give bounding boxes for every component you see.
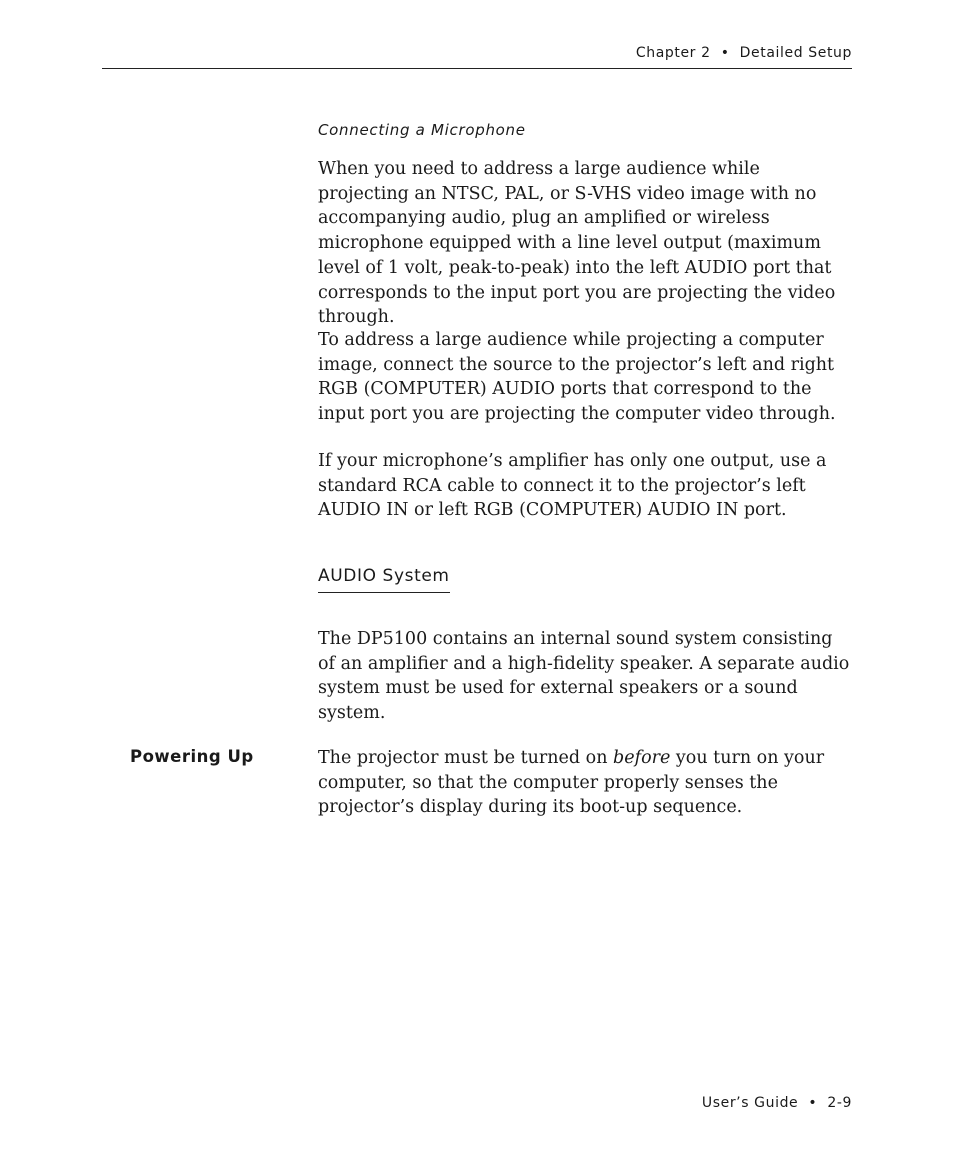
audio-system-paragraph	[318, 627, 852, 726]
emphasis-text: before	[613, 748, 671, 768]
paragraph-text: If your microphone’s amplifier has only one output, use a standard RCA cable to connect it to the projector’s left AUDIO IN or left RGB (COMPUTER) AUDIO IN port.	[318, 451, 827, 521]
paragraph-text: When you need to address a large audience while projecting an NTSC, PAL, or S-VHS video image with no accompanying audio, plug an amplified or wireless microphone equipped with a line level output (maximum level of 1 volt, peak-to-peak) into the left AUDIO port that corresponds to the input port you are projecting the video through.	[318, 159, 836, 328]
text-segment: you turn on your computer, so that the computer properly senses the projector’s display during its boot-up sequence.	[318, 748, 830, 818]
microphone-paragraph-2	[318, 328, 852, 427]
header-rule	[102, 68, 852, 69]
microphone-paragraph-1	[318, 157, 852, 330]
powering-up-heading: Powering Up	[130, 747, 254, 766]
audio-system-heading: AUDIO System	[318, 566, 450, 593]
microphone-subheading: Connecting a Microphone	[318, 121, 526, 139]
microphone-paragraph-3	[318, 449, 852, 523]
page-footer: User’s Guide • 2-9	[701, 1095, 852, 1111]
paragraph-text: The DP5100 contains an internal sound system consisting of an amplifier and a high-fidelity speaker. A separate audio system must be used for external speakers or a sound system.	[318, 629, 850, 724]
running-header: Chapter 2 • Detailed Setup	[635, 45, 852, 61]
paragraph-text	[318, 746, 852, 820]
paragraph-text: To address a large audience while projecting a computer image, connect the source to the projector’s left and right RGB (COMPUTER) AUDIO ports that correspond to the input port you are projecting the computer video through.	[318, 330, 836, 425]
powering-up-paragraph	[318, 746, 852, 820]
text-segment: The projector must be turned on	[318, 748, 614, 768]
